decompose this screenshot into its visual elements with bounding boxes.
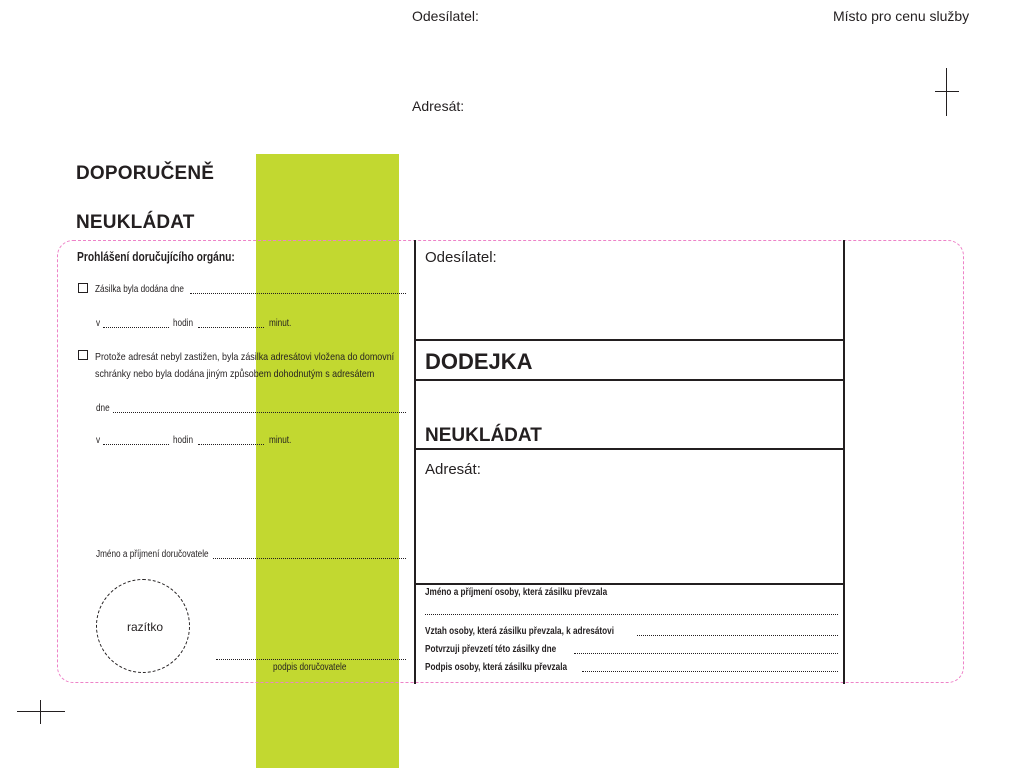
stamp-label: razítko — [127, 620, 164, 634]
option1-date-line[interactable] — [190, 293, 406, 294]
option2-checkbox[interactable] — [78, 350, 88, 360]
courier-signature-line[interactable] — [216, 659, 406, 660]
option2-dne-label: dne — [96, 403, 110, 414]
receipt-right-border — [843, 240, 845, 684]
neukladat-heading: NEUKLÁDAT — [76, 212, 195, 233]
option1-checkbox[interactable] — [78, 283, 88, 293]
crop-mark-top-right-v — [946, 68, 947, 116]
option2-hodin-label: hodin — [173, 435, 194, 446]
receipt-divider-2 — [414, 379, 845, 381]
courier-name-line[interactable] — [213, 558, 406, 559]
confirm-date-line[interactable] — [574, 653, 838, 654]
receipt-sender-label: Odesílatel: — [425, 249, 497, 266]
receipt-left-border — [414, 240, 416, 684]
option2-minut-label: minut. — [269, 435, 292, 446]
receiver-name-line[interactable] — [425, 614, 838, 615]
confirm-date-label: Potvrzuji převzetí této zásilky dne — [425, 644, 557, 655]
header-recipient-label: Adresát: — [412, 98, 465, 114]
receipt-divider-4 — [414, 583, 845, 585]
receiver-name-label: Jméno a příjmení osoby, která zásilku převzala — [425, 587, 608, 598]
crop-mark-bottom-left-h — [17, 711, 65, 712]
option1-minut-label: minut. — [269, 318, 292, 329]
header-sender-label: Odesílatel: — [412, 8, 479, 24]
relation-line[interactable] — [637, 635, 838, 636]
option2-minute-line[interactable] — [198, 444, 264, 445]
option2-line1: Protože adresát nebyl zastižen, byla zásilka adresátovi vložena do domovní — [95, 351, 395, 363]
dashed-fold-outline — [57, 240, 964, 683]
option1-hodin-label: hodin — [173, 318, 194, 329]
receiver-signature-line[interactable] — [582, 671, 838, 672]
option1-minute-line[interactable] — [198, 327, 264, 328]
price-place-label: Místo pro cenu služby — [833, 8, 970, 24]
dodejka-heading: DODEJKA — [425, 349, 533, 374]
option1-text: Zásilka byla dodána dne — [95, 284, 184, 295]
option1-v-label: v — [96, 318, 101, 329]
option2-date-line[interactable] — [113, 412, 406, 413]
receipt-divider-3 — [414, 448, 845, 450]
crop-mark-bottom-left-v — [40, 700, 41, 724]
receipt-recipient-label: Adresát: — [425, 461, 481, 478]
courier-signature-label: podpis doručovatele — [273, 662, 347, 673]
option2-hour-line[interactable] — [103, 444, 169, 445]
courier-name-label: Jméno a příjmení doručovatele — [96, 549, 209, 560]
receiver-signature-label: Podpis osoby, která zásilku převzala — [425, 662, 568, 673]
relation-label: Vztah osoby, která zásilku převzala, k adresátovi — [425, 626, 614, 637]
doporucene-heading: DOPORUČENĚ — [76, 163, 215, 184]
receipt-neukladat-heading: NEUKLÁDAT — [425, 425, 542, 446]
declaration-title: Prohlášení doručujícího orgánu: — [77, 250, 235, 264]
receipt-divider-1 — [414, 339, 845, 341]
option2-v-label: v — [96, 435, 101, 446]
option1-hour-line[interactable] — [103, 327, 169, 328]
crop-mark-top-right-h — [935, 91, 959, 92]
option2-line2: schránky nebo byla dodána jiným způsobem dohodnutým s adresátem — [95, 368, 375, 380]
